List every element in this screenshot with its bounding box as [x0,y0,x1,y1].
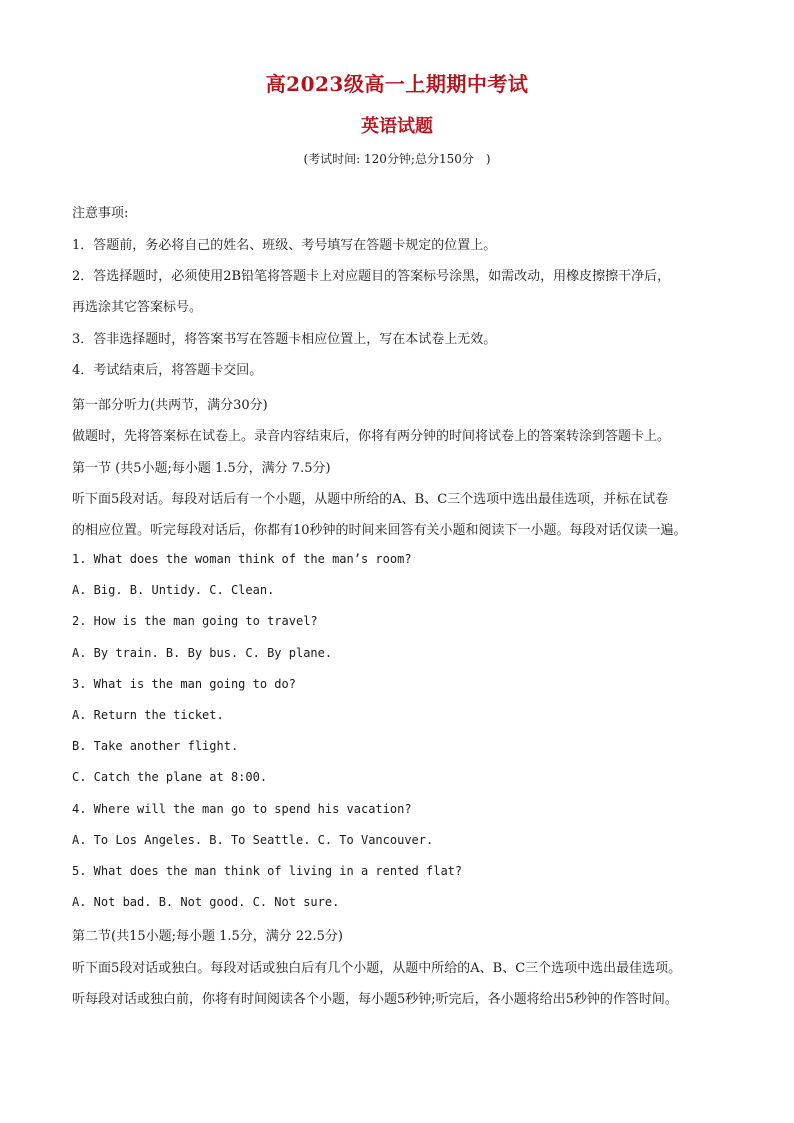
question-1-options: A. Big. B. Untidy. C. Clean. [72,583,275,597]
note-item: 4．考试结束后，将答题卡交回。 [72,363,263,378]
section2-instruction: 听每段对话或独白前，你将有时间阅读各个小题，每小题5秒钟;听完后，各小题将给出5秒钟的作答时间。 [72,992,678,1007]
question-5-options: A. Not bad. B. Not good. C. Not sure. [72,895,340,909]
question-2-options: A. By train. B. By bus. C. By plane. [72,646,333,660]
exam-subject: 英语试题 [361,116,433,137]
question-3-option-b: B. Take another flight. [72,739,239,753]
section1-heading: 第一节 (共5小题;每小题 1.5分，满分 7.5分) [72,461,331,476]
question-3: 3. What is the man going to do? [72,677,296,691]
note-item: 再选涂其它答案标号。 [72,300,203,315]
question-3-option-a: A. Return the ticket. [72,708,224,722]
section2-heading: 第二节(共15小题;每小题 1.5分，满分 22.5分) [72,929,343,944]
note-item: 2．答选择题时，必须使用2B铅笔将答题卡上对应题目的答案标号涂黑，如需改动，用橡皮擦擦干净后， [72,269,671,284]
question-4-options: A. To Los Angeles. B. To Seattle. C. To Vancouver. [72,833,434,847]
section1-instruction: 听下面5段对话。每段对话后有一个小题，从题中所给的A、B、C三个选项中选出最佳选项，并标在试卷 [72,492,669,507]
note-item: 1．答题前，务必将自己的姓名、班级、考号填写在答题卡规定的位置上。 [72,238,497,253]
note-item: 3．答非选择题时，将答案书写在答题卡相应位置上，写在本试卷上无效。 [72,332,497,347]
exam-info: (考试时间: 120分钟;总分150分 ) [303,152,491,166]
section1-instruction: 的相应位置。听完每段对话后，你都有10秒钟的时间来回答有关小题和阅读下一小题。每段对话仅读一遍。 [72,523,687,538]
question-5: 5. What does the man think of living in a rented flat? [72,864,463,878]
question-1: 1. What does the woman think of the man’s room? [72,552,412,566]
question-3-option-c: C. Catch the plane at 8:00. [72,770,268,784]
part1-heading: 第一部分听力(共两节，满分30分) [72,398,268,413]
question-2: 2. How is the man going to travel? [72,614,318,628]
part1-intro: 做题时，先将答案标在试卷上。录音内容结束后，你将有两分钟的时间将试卷上的答案转涂到答题卡上。 [72,429,671,444]
notes-heading: 注意事项: [72,206,129,221]
exam-title: 高2023级高一上期期中考试 [265,72,529,96]
section2-instruction: 听下面5段对话或独白。每段对话或独白后有几个小题，从题中所给的A、B、C三个选项中选出最佳选项。 [72,961,682,976]
question-4: 4. Where will the man go to spend his vacation? [72,802,412,816]
